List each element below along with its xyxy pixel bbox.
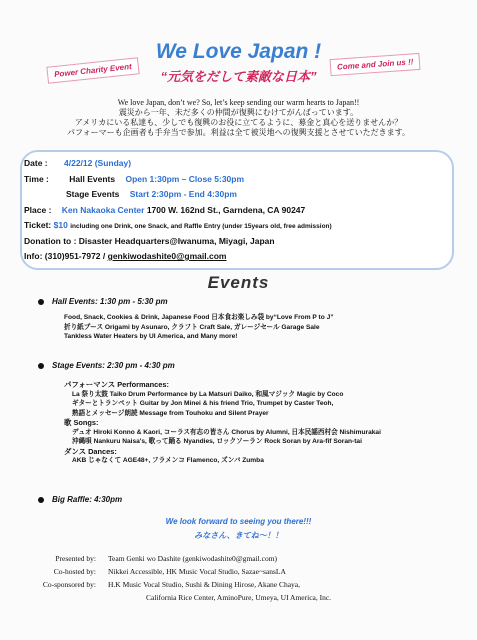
intro-line-2: 震災から一年、未だ多くの仲間が復興にむけてがんばっています。	[118, 108, 359, 117]
stage-events-heading	[38, 361, 175, 370]
page-title: We Love Japan !	[155, 40, 322, 63]
co-hosted-label: Co-hosted by:	[53, 567, 96, 576]
ticket-row	[24, 220, 332, 230]
time-label: Time :	[24, 174, 49, 184]
power-charity-tag: Power Charity Event	[46, 57, 139, 84]
co-sponsored-row	[0, 580, 300, 589]
performances-label: パフォーマンス Performances:	[64, 380, 169, 389]
list-item: AKB じゃなくて AGE48+, フラメンコ Flamenco, ズンバ Zumba	[72, 457, 264, 464]
date-row	[24, 158, 131, 168]
see-you-message-jp: みなさん、きてね～！！	[194, 531, 283, 540]
page-subtitle: “元気をだして素敵な日本”	[160, 69, 317, 84]
time-row	[24, 174, 244, 184]
date-value: 4/22/12 (Sunday)	[64, 158, 132, 168]
stage-events-list	[64, 380, 381, 466]
songs-label: 歌 Songs:	[64, 418, 99, 427]
list-item: 沖縄唄 Nankuru Naisa's, 歌って踊る Nyandies, ロックソーラン Rock Soran by Ara-fif Soran-tai	[72, 438, 362, 445]
presented-by-label: Presented by:	[55, 554, 96, 563]
date-label: Date :	[24, 158, 48, 168]
stage-events-heading-text: Stage Events: 2:30 pm - 4:30 pm	[52, 361, 175, 370]
list-item: Food, Snack, Cookies & Drink, Japanese Food 日本食お楽しみ袋 by“Love From P to J”	[64, 314, 334, 321]
events-heading: Events	[207, 273, 270, 292]
list-item: 熟語とメッセージ朗読 Message from Touhoku and Silent Prayer	[72, 409, 269, 417]
stage-events-time: Start 2:30pm - End 4:30pm	[129, 189, 237, 199]
co-sponsored-label: Co-sponsored by:	[42, 580, 96, 589]
ticket-label: Ticket:	[24, 220, 52, 230]
intro-line-4: パフォーマーも企画者も手弁当で参加。利益は全て被災地への復興支援とさせていただきます。	[67, 128, 410, 137]
ticket-price: $10	[53, 220, 68, 230]
list-item: Tankless Water Heaters by UI America, and Many more!	[64, 333, 238, 340]
place-row	[24, 205, 305, 215]
hall-events-heading	[38, 297, 168, 306]
bullet-icon	[38, 363, 44, 369]
contact-row	[24, 251, 226, 261]
list-item: La 祭り太鼓 Taiko Drum Performance by La Matsuri Daiko, 和風マジック Magic by Coco	[72, 390, 344, 398]
raffle-heading	[38, 495, 122, 504]
bullet-icon	[38, 497, 44, 503]
list-item: 折り紙ブース Origami by Asunaro, クラフト Craft Sale, ガレージセール Garage Sale	[64, 323, 320, 331]
hall-events-label: Hall Events	[69, 174, 116, 184]
place-name: Ken Nakaoka Center	[61, 205, 145, 215]
stage-row	[66, 189, 237, 199]
intro-line-3: アメリカにいる私達も、少しでも復興のお役に立てるように、募金と真心を送りませんか？	[74, 118, 403, 127]
co-hosted-value: Nikkei Accessible, HK Music Vocal Studio, Sazae~sansLA	[108, 567, 286, 576]
list-item: デュオ Hiroki Konno & Kaori, コーラス有志の皆さん Chorus by Alumni, 日本民謡西村会 Nishimurakai	[72, 428, 381, 436]
co-sponsored-value: H.K Music Vocal Studio, Sushi & Dining Hirose, Akane Chaya,	[108, 580, 301, 589]
intro-text	[20, 98, 457, 138]
intro-line-1: We love Japan, don’t we? So, let’s keep sending our warm hearts to Japan!!	[117, 98, 360, 107]
place-label: Place :	[24, 205, 52, 215]
stage-events-label: Stage Events	[66, 189, 120, 199]
see-you-message: We look forward to seeing you there!!!	[165, 517, 312, 526]
co-sponsored-row-2: California Rice Center, AminoPure, Umeya, UI America, Inc.	[146, 593, 332, 602]
presented-by-value: Team Genki wo Dashite (genkiwodashite0@gmail.com)	[108, 554, 278, 563]
hall-events-time: Open 1:30pm – Close 5:30pm	[125, 174, 245, 184]
hall-events-list	[64, 313, 334, 342]
presented-by-row	[0, 554, 277, 563]
list-item: ギターとトランペット Guitar by Jon Minei & his friend Trio, Trumpet by Caster Teoh,	[72, 400, 334, 407]
join-us-tag: Come and Join us !!	[330, 53, 421, 76]
donation-row: Donation to : Disaster Headquarters@Iwanuma, Miyagi, Japan	[24, 236, 275, 246]
place-address: 1700 W. 162nd St., Garndena, CA 90247	[146, 205, 306, 215]
ticket-note: including one Drink, one Snack, and Raffle Entry (under 15years old, free admission)	[70, 223, 332, 230]
bullet-icon	[38, 299, 44, 305]
hall-events-heading-text: Hall Events: 1:30 pm - 5:30 pm	[52, 297, 168, 306]
raffle-heading-text: Big Raffle: 4:30pm	[52, 495, 123, 504]
dances-label: ダンス Dances:	[64, 446, 117, 456]
phone-info: Info: (310)951-7972 /	[24, 251, 106, 261]
contact-email-link[interactable]: genkiwodashite0@gmail.com	[107, 251, 227, 261]
co-hosted-row	[0, 567, 286, 576]
